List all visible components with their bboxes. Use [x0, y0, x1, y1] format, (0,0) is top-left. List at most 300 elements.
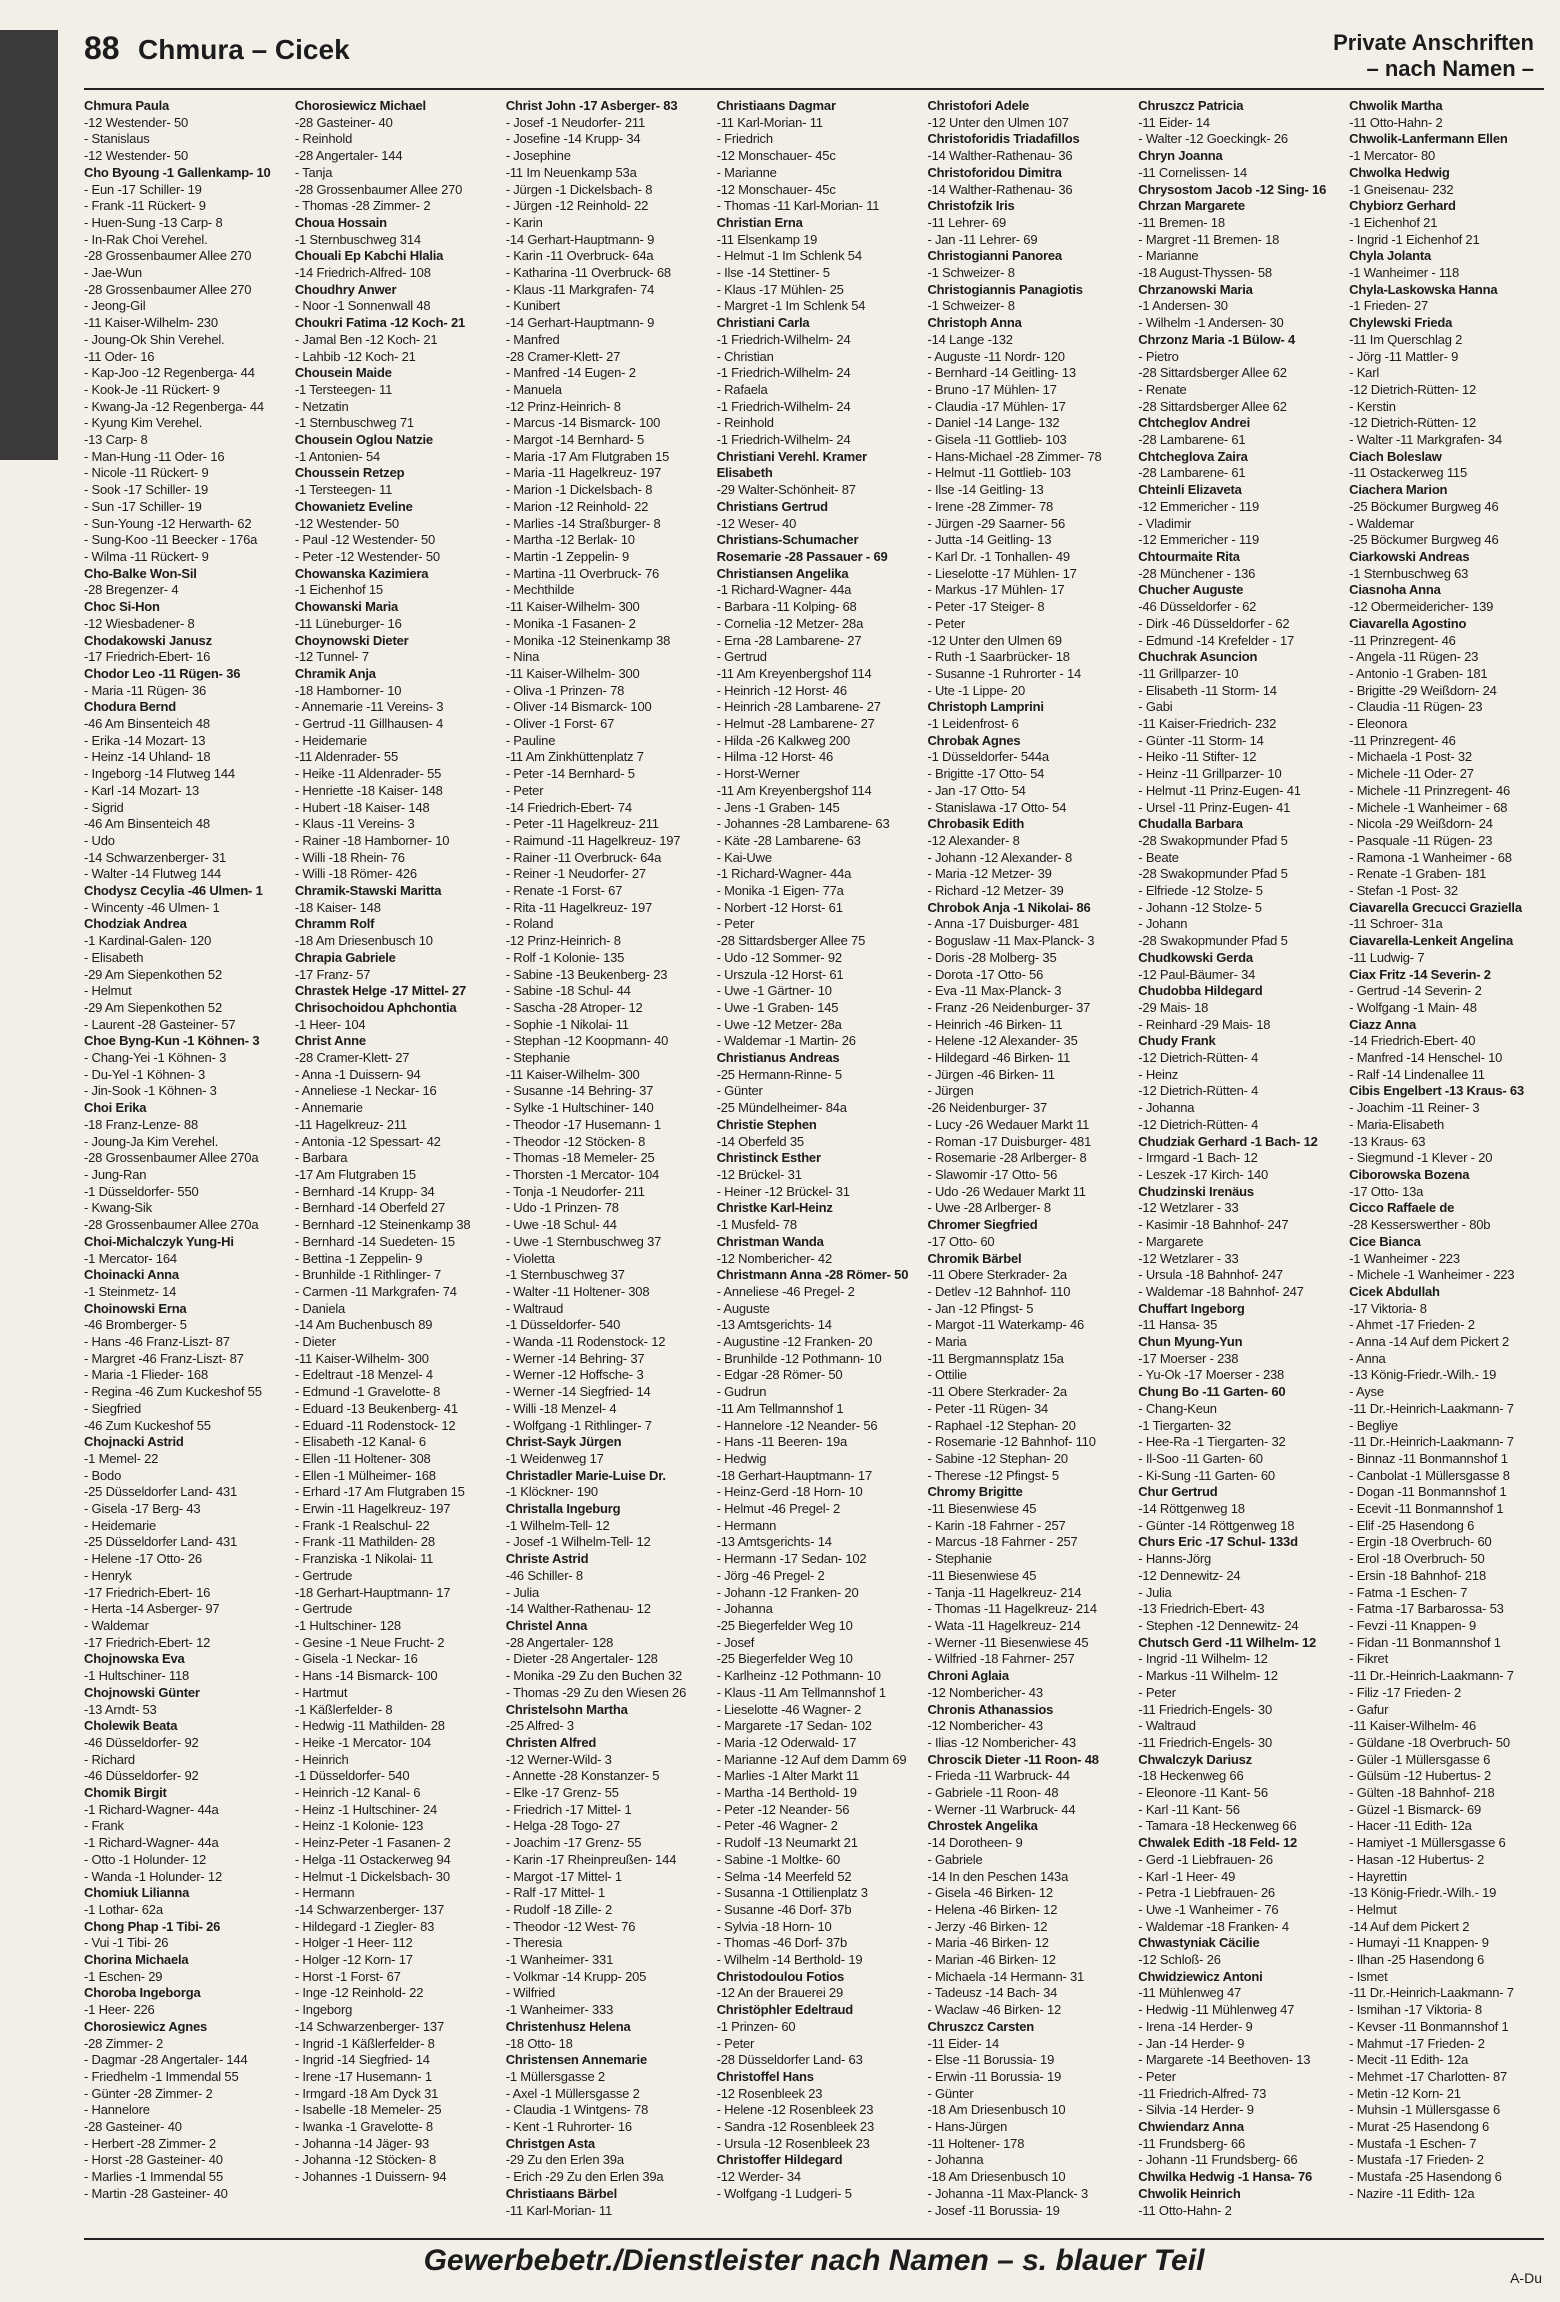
listing-entry: - Kyung Kim Verehel. — [84, 415, 203, 431]
listing-entry: - Peter — [716, 2035, 755, 2051]
listing-entry: - Edeltraut -18 Menzel- 4 — [294, 1367, 433, 1383]
listing-entry: -1 Gneisenau- 232 — [1349, 181, 1454, 197]
listing-entry: - Renate -1 Graben- 181 — [1349, 866, 1487, 882]
listing-entry: - Julia — [505, 1584, 539, 1600]
page-number: 88 — [84, 30, 120, 66]
listing-entry: - Monika -1 Eigen- 77a — [716, 883, 844, 899]
listing-entry: Choudhry Anwer — [294, 281, 397, 297]
listing-entry: Christelsohn Martha — [505, 1701, 628, 1717]
listing-entry: - Carmen -11 Markgrafen- 74 — [294, 1283, 457, 1299]
listing-entry: - Wolfgang -1 Rithlinger- 7 — [505, 1417, 652, 1433]
listing-entry: - Michaela -1 Post- 32 — [1349, 749, 1472, 765]
listing-entry: - Frank -11 Rückert- 9 — [84, 198, 206, 214]
listing-entry: Christel Anna — [505, 1617, 588, 1633]
listing-entry: - Maria -1 Flieder- 168 — [84, 1367, 208, 1383]
listing-entry: -11 Obere Sterkrader- 2a — [927, 1384, 1067, 1400]
listing-entry: Christoforidou Dimitra — [927, 164, 1062, 180]
listing-entry: - Heinz -11 Grillparzer- 10 — [1138, 766, 1282, 782]
listing-entry: - Theodor -17 Husemann- 1 — [505, 1116, 661, 1132]
listing-entry: -46 Düsseldorfer- 92 — [84, 1734, 199, 1750]
listing-entry: -14 Schwarzenberger- 31 — [84, 849, 227, 865]
listing-entry: -18 Gerhart-Hauptmann- 17 — [716, 1467, 872, 1483]
listing-entry: - Hedwig -11 Mathilden- 28 — [294, 1718, 445, 1734]
listing-entry: Cicek Abdullah — [1349, 1283, 1440, 1299]
listing-entry: -28 Swakopmunder Pfad 5 — [1138, 933, 1288, 949]
listing-entry: - Iwanka -1 Gravelotte- 8 — [294, 2119, 433, 2135]
listing-entry: -1 Eichenhof 15 — [294, 582, 383, 598]
listing-entry: Chroni Aglaia — [927, 1668, 1009, 1684]
listing-entry: - Josef -1 Neudorfer- 211 — [505, 114, 645, 130]
listing-entry: - Jan -11 Lehrer- 69 — [927, 231, 1038, 247]
listing-entry: Christinck Esther — [716, 1150, 821, 1166]
listing-entry: Christ-Sayk Jürgen — [505, 1434, 622, 1450]
listing-entry: - Irene -17 Husemann- 1 — [294, 2068, 432, 2084]
listing-entry: -11 Kaiser-Wilhelm- 300 — [505, 665, 640, 681]
corner-code: A-Du — [1510, 2270, 1542, 2286]
listing-entry: - Boguslaw -11 Max-Planck- 3 — [927, 933, 1095, 949]
listing-entry: - Ursel -11 Prinz-Eugen- 41 — [1138, 799, 1291, 815]
listing-entry: - Heiko -11 Stifter- 12 — [1138, 749, 1257, 765]
listing-entry: - Nina — [505, 649, 540, 665]
listing-entry: - Jürgen -1 Dickelsbach- 8 — [505, 181, 653, 197]
listing-entry: -1 Sternbuschweg 37 — [505, 1267, 625, 1283]
listing-entry: - Roland — [505, 916, 554, 932]
listing-entry: - Erika -14 Mozart- 13 — [84, 732, 206, 748]
listing-entry: -12 Tunnel- 7 — [294, 649, 369, 665]
listing-entry: - Udo -1 Prinzen- 78 — [505, 1200, 619, 1216]
listing-entry: Chrostek Angelika — [927, 1818, 1038, 1834]
listing-entry: - Hacer -11 Edith- 12a — [1349, 1818, 1472, 1834]
listing-entry: - Susanna -1 Ottilienplatz 3 — [716, 1885, 868, 1901]
listing-entry: -1 Wanheimer - 223 — [1349, 1250, 1460, 1266]
listing-entry: - Monika -29 Zu den Buchen 32 — [505, 1668, 683, 1684]
listing-entry: - Slawomir -17 Otto- 56 — [927, 1167, 1058, 1182]
listing-entry: - Maria -11 Rügen- 36 — [84, 682, 207, 698]
listing-entry: - Bruno -17 Mühlen- 17 — [927, 381, 1057, 397]
listing-entry: - Heidemarie — [84, 1517, 157, 1533]
listing-entry: -11 Eider- 14 — [1138, 114, 1210, 130]
listing-entry: Chodziak Andrea — [84, 916, 187, 932]
listing-entry: - Nicole -11 Rückert- 9 — [84, 465, 209, 481]
listing-entry: - Mustafa -17 Frieden- 2 — [1349, 2152, 1484, 2168]
listing-entry: - Helene -12 Rosenbleek 23 — [716, 2102, 874, 2118]
listing-entry: -1 Friedrich-Wilhelm- 24 — [716, 365, 851, 381]
listing-entry: - Pietro — [1138, 348, 1179, 364]
listing-entry: - Franz -26 Neidenburger- 37 — [927, 999, 1091, 1015]
listing-entry: Christadler Marie-Luise Dr. — [505, 1467, 666, 1483]
listing-entry: - Hasan -12 Hubertus- 2 — [1349, 1851, 1485, 1867]
listing-entry: -11 Karl-Morian- 11 — [716, 114, 823, 130]
listing-entry: - Marlies -1 Alter Markt 11 — [716, 1768, 860, 1784]
listing-entry: - Susanne -1 Ruhrorter - 14 — [927, 665, 1082, 681]
listing-entry: - Martha -12 Berlak- 10 — [505, 532, 635, 548]
listing-entry: Chwastyniak Cäcilie — [1138, 1935, 1260, 1951]
listing-entry: -11 Bremen- 18 — [1138, 214, 1225, 230]
listing-entry: - Johanna -11 Max-Planck- 3 — [927, 2185, 1088, 2201]
listing-entry: - Helmut — [84, 983, 132, 999]
listing-entry: -11 Kaiser-Wilhelm- 300 — [294, 1350, 429, 1366]
listing-entry: - Michaela -14 Hermann- 31 — [927, 1968, 1085, 1984]
listing-entry: - Hans-Jürgen — [927, 2119, 1008, 2135]
listing-entry: - Ayse — [1349, 1384, 1384, 1400]
listing-entry: - Eva -11 Max-Planck- 3 — [927, 983, 1062, 999]
listing-entry: - Urszula -12 Horst- 61 — [716, 966, 844, 982]
listing-entry: - Ursula -12 Rosenbleek 23 — [716, 2135, 870, 2151]
listing-entry: - Lahbib -12 Koch- 21 — [294, 348, 416, 364]
listing-entry: - In-Rak Choi Verehel. — [84, 231, 208, 247]
listing-entry: -28 Sittardsberger Allee 75 — [716, 933, 866, 949]
listing-entry: - Wilhelm -1 Andersen- 30 — [1138, 315, 1284, 331]
listing-entry: - Helene -12 Alexander- 35 — [927, 1033, 1078, 1049]
listing-entry: - Heinz-Gerd -18 Horn- 10 — [716, 1484, 863, 1500]
listing-entry: Chryn Joanna — [1138, 148, 1223, 164]
listing-entry: - Helga -28 Togo- 27 — [505, 1818, 620, 1834]
listing-entry: - Michele -11 Oder- 27 — [1349, 766, 1474, 782]
listing-entry: - Hedwig -11 Mühlenweg 47 — [1138, 2002, 1295, 2018]
listing-entry: Christgen Asta — [505, 2135, 595, 2151]
listing-entry: - Theodor -12 Stöcken- 8 — [505, 1133, 646, 1149]
listing-entry: Chwalek Edith -18 Feld- 12 — [1138, 1835, 1298, 1851]
listing-entry: - Hartmut — [294, 1684, 348, 1700]
page-footer: Gewerbebetr./Dienstleister nach Namen – s. blauer Teil — [84, 2238, 1544, 2284]
listing-entry: - Hans-Michael -28 Zimmer- 78 — [927, 448, 1102, 464]
listing-entry: -1 Tersteegen- 11 — [294, 381, 393, 397]
listing-entry: Christiani Verehl. Kramer — [716, 448, 867, 464]
listing-entry: -11 Obere Sterkrader- 2a — [927, 1267, 1067, 1283]
listing-entry: Chodor Leo -11 Rügen- 36 — [84, 665, 241, 681]
listing-entry: - Dogan -11 Bonmannshof 1 — [1349, 1484, 1507, 1500]
listing-entry: - Karin -11 Overbruck- 64a — [505, 248, 654, 264]
listing-entry: - Kwang-Ja -12 Regenberga- 44 — [84, 398, 264, 414]
listing-entry: Chudalla Barbara — [1138, 816, 1243, 832]
listing-entry: Cho Byoung -1 Gallenkamp- 10 — [84, 164, 271, 180]
listing-entry: - Erhard -17 Am Flutgraben 15 — [294, 1484, 465, 1500]
listing-entry: - Reinhold — [294, 131, 353, 147]
listing-entry: -14 Friedrich-Ebert- 40 — [1349, 1033, 1476, 1049]
listing-entry: - Willi -18 Römer- 426 — [294, 866, 417, 882]
listing-entry: Ciazz Anna — [1349, 1016, 1417, 1032]
listing-entry: -11 Kaiser-Wilhelm- 230 — [84, 315, 218, 331]
listing-entry: - Wanda -1 Holunder- 12 — [84, 1868, 222, 1884]
listing-entry: -1 Hultschiner- 118 — [84, 1668, 190, 1684]
listing-entry: Christogiannis Panagiotis — [927, 281, 1083, 297]
listing-entry: Chrastek Helge -17 Mittel- 27 — [294, 983, 467, 999]
listing-entry: - Waltraud — [505, 1300, 564, 1316]
listing-entry: - Peter -11 Hagelkreuz- 211 — [505, 816, 659, 832]
listing-entry: - Karin — [505, 214, 543, 230]
listing-entry: - Karl -1 Heer- 49 — [1138, 1868, 1236, 1884]
listing-entry: - Josephine — [505, 148, 571, 164]
listing-entry: -28 Münchener - 136 — [1138, 565, 1256, 581]
listing-entry: - Muhsin -1 Müllersgasse 6 — [1349, 2102, 1501, 2118]
listing-entry: Chybiorz Gerhard — [1349, 198, 1456, 214]
listing-entry: Chodura Bernd — [84, 699, 177, 715]
listing-entry: - Ellen -1 Mülheimer- 168 — [294, 1467, 436, 1483]
listing-entry: - Maria -17 Am Flutgraben 15 — [505, 448, 670, 464]
listing-entry: - Volkmar -14 Krupp- 205 — [505, 1968, 647, 1984]
listing-entry: - Monika -12 Steinenkamp 38 — [505, 632, 671, 648]
listing-entry: - Thomas -11 Hagelkreuz- 214 — [927, 1601, 1097, 1617]
listing-entry: - Werner -14 Behring- 37 — [505, 1350, 645, 1366]
listing-entry: - Thomas -29 Zu den Wiesen 26 — [505, 1684, 687, 1700]
listing-entry: -46 Zum Kuckeshof 55 — [84, 1417, 211, 1433]
listing-entry: - Margarete -17 Sedan- 102 — [716, 1718, 872, 1734]
listing-entry: - Stephen -12 Dennewitz- 24 — [1138, 1617, 1299, 1633]
listing-entry: - Therese -12 Pfingst- 5 — [927, 1467, 1059, 1483]
listing-entry: Chromik Bärbel — [927, 1250, 1022, 1266]
listing-entry: -11 Prinzregent- 46 — [1349, 732, 1456, 748]
listing-entry: Chur Gertrud — [1138, 1484, 1218, 1500]
listing-entry: -25 Böckumer Burgweg 46 — [1349, 532, 1499, 548]
listing-entry: - Margret -1 Im Schlenk 54 — [716, 298, 866, 314]
listing-entry: -11 Biesenwiese 45 — [927, 1567, 1037, 1583]
listing-entry: - Thomas -46 Dorf- 37b — [716, 1935, 848, 1951]
listing-entry: - Maria -11 Hagelkreuz- 197 — [505, 465, 662, 481]
listing-entry: Christoph Anna — [927, 315, 1022, 331]
listing-entry: - Käte -28 Lambarene- 63 — [716, 832, 861, 848]
listing-entry: -29 Am Siepenkothen 52 — [84, 966, 222, 982]
listing-entry: -28 Zimmer- 2 — [84, 2035, 164, 2051]
listing-entry: - Anna -1 Duissern- 94 — [294, 1066, 421, 1082]
listing-entry: - Ingeborg -14 Flutweg 144 — [84, 766, 235, 782]
listing-entry: - Sun-Young -12 Herwarth- 62 — [84, 515, 252, 531]
listing-entry: Chong Phap -1 Tibi- 26 — [84, 1918, 221, 1934]
listing-entry: - Gertrud -14 Severin- 2 — [1349, 983, 1482, 999]
listing-entry: - Frieda -11 Warbruck- 44 — [927, 1768, 1070, 1784]
directory-columns — [84, 98, 1554, 2228]
listing-entry: - Hee-Ra -1 Tiergarten- 32 — [1138, 1434, 1286, 1450]
listing-entry: - Eduard -11 Rodenstock- 12 — [294, 1417, 456, 1433]
listing-entry: - Daniela — [294, 1300, 346, 1316]
directory-column — [84, 98, 289, 2228]
listing-entry: -18 Am Driesenbusch 10 — [927, 2102, 1066, 2118]
listing-entry: - Kunibert — [505, 298, 561, 314]
listing-entry: Chojnacki Astrid — [84, 1434, 184, 1450]
listing-entry: -11 Oder- 16 — [84, 348, 155, 364]
listing-entry: - Gabriele — [927, 1851, 983, 1867]
listing-entry: - Helmut -11 Prinz-Eugen- 41 — [1138, 782, 1301, 798]
listing-entry: Chtourmaite Rita — [1138, 548, 1240, 564]
listing-entry: - Reinhold — [716, 415, 774, 431]
listing-entry: - Wilfried — [505, 1985, 555, 2001]
listing-entry: Chucher Auguste — [1138, 582, 1244, 598]
listing-entry: - Hermann -17 Sedan- 102 — [716, 1551, 867, 1567]
listing-entry: -11 Biesenwiese 45 — [927, 1501, 1037, 1517]
listing-entry: - Hans -46 Franz-Liszt- 87 — [84, 1334, 230, 1350]
listing-entry: - Uwe -12 Metzer- 28a — [716, 1016, 842, 1032]
listing-entry: - Raphael -12 Stephan- 20 — [927, 1417, 1076, 1433]
listing-entry: - Ramona -1 Wanheimer - 68 — [1349, 849, 1512, 865]
listing-entry: -28 Bregenzer- 4 — [84, 582, 179, 598]
listing-entry: - Jürgen -29 Saarner- 56 — [927, 515, 1065, 531]
listing-entry: Christoffel Hans — [716, 2068, 814, 2084]
listing-entry: -12 Wetzlarer - 33 — [1138, 1200, 1239, 1216]
listing-entry: - Heike -1 Mercator- 104 — [294, 1734, 431, 1750]
listing-entry: - Rosemarie -12 Bahnhof- 110 — [927, 1434, 1096, 1450]
listing-entry: - Franziska -1 Nikolai- 11 — [294, 1551, 434, 1567]
listing-entry: - Peter -46 Wagner- 2 — [716, 1818, 838, 1834]
listing-entry: Chung Bo -11 Garten- 60 — [1138, 1384, 1286, 1400]
listing-entry: Chrobak Agnes — [927, 732, 1021, 748]
listing-entry: Ciachera Marion — [1349, 482, 1448, 498]
listing-entry: - Heinz -1 Kolonie- 123 — [294, 1818, 424, 1834]
listing-entry: -1 Richard-Wagner- 44a — [716, 582, 852, 598]
listing-entry: -12 Brückel- 31 — [716, 1167, 802, 1182]
listing-entry: - Erna -28 Lambarene- 27 — [716, 632, 862, 648]
listing-entry: - Heinrich -28 Lambarene- 27 — [716, 699, 881, 715]
listing-entry: - Gertrude — [294, 1601, 353, 1617]
listing-entry: - Anna -17 Duisburger- 481 — [927, 916, 1080, 932]
listing-entry: - Horst -28 Gasteiner- 40 — [84, 2152, 223, 2168]
listing-entry: Ciavarella-Lenkeit Angelina — [1349, 933, 1514, 949]
listing-entry: -13 Carp- 8 — [84, 432, 148, 448]
listing-entry: Chouali Ep Kabchi Hlalia — [294, 248, 444, 264]
listing-entry: -1 Richard-Wagner- 44a — [84, 1835, 219, 1851]
listing-entry: - Friedrich -17 Mittel- 1 — [505, 1801, 632, 1817]
listing-entry: -13 Amtsgerichts- 14 — [716, 1534, 832, 1550]
listing-entry: - Werner -12 Hoffsche- 3 — [505, 1367, 644, 1383]
listing-entry: Chowanski Maria — [294, 599, 399, 615]
listing-entry: - Werner -11 Warbruck- 44 — [927, 1801, 1076, 1817]
listing-entry: -11 Holtener- 178 — [927, 2135, 1025, 2151]
listing-entry: -1 Weidenweg 17 — [505, 1450, 604, 1466]
listing-entry: - Eleonora — [1349, 716, 1408, 732]
listing-entry: -11 Kaiser-Wilhelm- 46 — [1349, 1718, 1476, 1734]
listing-entry: - Ilias -12 Nombericher- 43 — [927, 1734, 1076, 1750]
listing-entry: -11 Friedrich-Engels- 30 — [1138, 1701, 1272, 1717]
listing-entry: - Ingrid -1 Eichenhof 21 — [1349, 231, 1480, 247]
listing-entry: - Brunhilde -1 Rithlinger- 7 — [294, 1267, 441, 1283]
listing-entry: - Günter -28 Zimmer- 2 — [84, 2085, 213, 2101]
listing-entry: Chruszcz Carsten — [927, 2018, 1035, 2034]
listing-entry: - Helga -11 Ostackerweg 94 — [294, 1851, 451, 1867]
listing-entry: Chwolka Hedwig — [1349, 164, 1450, 180]
listing-entry: - Rosemarie -28 Arlberger- 8 — [927, 1150, 1087, 1166]
listing-entry: - Ergin -18 Overbruch- 60 — [1349, 1534, 1492, 1550]
listing-entry: - Hildegard -1 Ziegler- 83 — [294, 1918, 435, 1934]
listing-entry: -12 Monschauer- 45c — [716, 181, 836, 197]
listing-entry: - Kevser -11 Bonmannshof 1 — [1349, 2018, 1509, 2034]
listing-entry: - Claudia -1 Wintgens- 78 — [505, 2102, 649, 2118]
listing-entry: -25 Düsseldorfer Land- 431 — [84, 1484, 238, 1500]
listing-entry: - Henryk — [84, 1567, 132, 1583]
directory-column — [717, 98, 922, 2228]
listing-entry: - Pasquale -11 Rügen- 23 — [1349, 832, 1493, 848]
listing-entry: - Marion -12 Reinhold- 22 — [505, 498, 649, 514]
listing-entry: Christodoulou Fotios — [716, 1968, 845, 1984]
name-range: Chmura – Cicek — [138, 34, 350, 65]
listing-entry: Chrisochoidou Aphchontia — [294, 999, 457, 1015]
listing-entry: - Begliye — [1349, 1417, 1398, 1433]
listing-entry: Christogianni Panorea — [927, 248, 1062, 264]
listing-entry: -28 Grossenbaumer Allee 270 — [84, 248, 252, 264]
listing-entry: -18 Kaiser- 148 — [294, 899, 381, 915]
listing-entry: -28 Lambarene- 61 — [1138, 465, 1246, 481]
listing-entry: -12 Werder- 34 — [716, 2169, 801, 2185]
listing-entry: - Stephanie — [505, 1050, 571, 1066]
listing-entry: -12 Nombericher- 42 — [716, 1250, 832, 1266]
listing-entry: -11 Ludwig- 7 — [1349, 949, 1425, 965]
listing-entry: -11 Dr.-Heinrich-Laakmann- 7 — [1349, 1985, 1514, 2001]
listing-entry: - Daniel -14 Lange- 132 — [927, 415, 1060, 431]
listing-entry: - Friedhelm -1 Immendal 55 — [84, 2068, 239, 2084]
listing-entry: - Kasimir -18 Bahnhof- 247 — [1138, 1217, 1289, 1233]
listing-entry: - Claudia -17 Mühlen- 17 — [927, 398, 1066, 414]
listing-entry: - Dorota -17 Otto- 56 — [927, 966, 1044, 982]
listing-entry: - Stanislawa -17 Otto- 54 — [927, 799, 1067, 815]
listing-entry: - Barbara — [294, 1150, 348, 1166]
listing-entry: - Mechthilde — [505, 582, 575, 598]
listing-entry: - Oliver -1 Forst- 67 — [505, 716, 615, 732]
listing-entry: - Siegmund -1 Klever - 20 — [1349, 1150, 1493, 1166]
listing-entry: - Marcus -18 Fahrner - 257 — [927, 1534, 1078, 1550]
listing-entry: - Marianne — [1138, 248, 1199, 264]
listing-entry: - Vladimir — [1138, 515, 1192, 531]
listing-entry: -1 Kardinal-Galen- 120 — [84, 933, 212, 949]
listing-entry: - Karl -11 Kant- 56 — [1138, 1801, 1240, 1817]
listing-entry: -17 Friedrich-Ebert- 16 — [84, 649, 211, 665]
listing-entry: Christke Karl-Heinz — [716, 1200, 833, 1216]
listing-entry: - Hannelore -12 Neander- 56 — [716, 1417, 878, 1433]
section-title-line1: Private Anschriften — [1333, 30, 1534, 55]
listing-entry: - Thorsten -1 Mercator- 104 — [505, 1167, 660, 1182]
listing-entry: - Silvia -14 Herder- 9 — [1138, 2102, 1254, 2118]
listing-entry: - Nicola -29 Weißdorn- 24 — [1349, 816, 1493, 832]
listing-entry: -28 Grossenbaumer Allee 270 — [84, 281, 252, 297]
listing-entry: - Wolfgang -1 Main- 48 — [1349, 999, 1477, 1015]
listing-entry: -17 Moerser - 238 — [1138, 1350, 1239, 1366]
listing-entry: -28 Düsseldorfer Land- 63 — [716, 2052, 863, 2068]
listing-entry: - Erwin -11 Borussia- 19 — [927, 2068, 1062, 2084]
listing-entry: - Helene -17 Otto- 26 — [84, 1551, 202, 1567]
listing-entry: - Elfriede -12 Stolze- 5 — [1138, 883, 1263, 899]
listing-entry: -1 Eschen- 29 — [84, 1968, 163, 1984]
listing-entry: Choukri Fatima -12 Koch- 21 — [294, 315, 465, 331]
listing-entry: - Klaus -11 Markgrafen- 74 — [505, 281, 655, 297]
listing-entry: Christenhusz Helena — [505, 2018, 631, 2034]
listing-entry: - Johannes -28 Lambarene- 63 — [716, 816, 890, 832]
listing-entry: - Brigitte -17 Otto- 54 — [927, 766, 1045, 782]
listing-entry: - Gülten -18 Bahnhof- 218 — [1349, 1785, 1495, 1801]
listing-entry: Choussein Retzep — [294, 465, 405, 481]
listing-entry: -28 Kesserswerther - 80b — [1349, 1217, 1491, 1233]
listing-entry: Cice Bianca — [1349, 1233, 1421, 1249]
listing-entry: -12 Emmericher - 119 — [1138, 532, 1260, 548]
listing-entry: -25 Mündelheimer- 84a — [716, 1100, 847, 1116]
listing-entry: -28 Angertaler- 144 — [294, 148, 403, 164]
listing-entry: - Thomas -28 Zimmer- 2 — [294, 198, 431, 214]
listing-entry: - Heinz -14 Uhland- 18 — [84, 749, 211, 765]
listing-entry: - Auguste — [716, 1300, 770, 1316]
listing-entry: - Jörg -11 Mattler- 9 — [1349, 348, 1459, 364]
listing-entry: - Angela -11 Rügen- 23 — [1349, 649, 1479, 665]
listing-entry: - Karl -14 Mozart- 13 — [84, 782, 200, 798]
listing-entry: - Norbert -12 Horst- 61 — [716, 899, 843, 915]
listing-entry: -11 Schroer- 31a — [1349, 916, 1443, 932]
listing-entry: - Johanna — [1138, 1100, 1195, 1116]
listing-entry: - Uwe -1 Sternbuschweg 37 — [505, 1233, 662, 1249]
listing-entry: - Renate — [1138, 381, 1187, 397]
listing-entry: - Johanna — [716, 1601, 773, 1617]
listing-entry: - Johanna -14 Jäger- 93 — [294, 2135, 430, 2151]
listing-entry: -14 Gerhart-Hauptmann- 9 — [505, 315, 655, 331]
listing-entry: - Brigitte -29 Weißdorn- 24 — [1349, 682, 1497, 698]
listing-entry: -1 Sternbuschweg 71 — [294, 415, 414, 431]
listing-entry: - Auguste -11 Nordr- 120 — [927, 348, 1065, 364]
listing-entry: - Mehmet -17 Charlotten- 87 — [1349, 2068, 1508, 2084]
listing-entry: Chrysostom Jacob -12 Sing- 16 — [1138, 181, 1327, 197]
listing-entry: Christmann Anna -28 Römer- 50 — [716, 1267, 909, 1283]
